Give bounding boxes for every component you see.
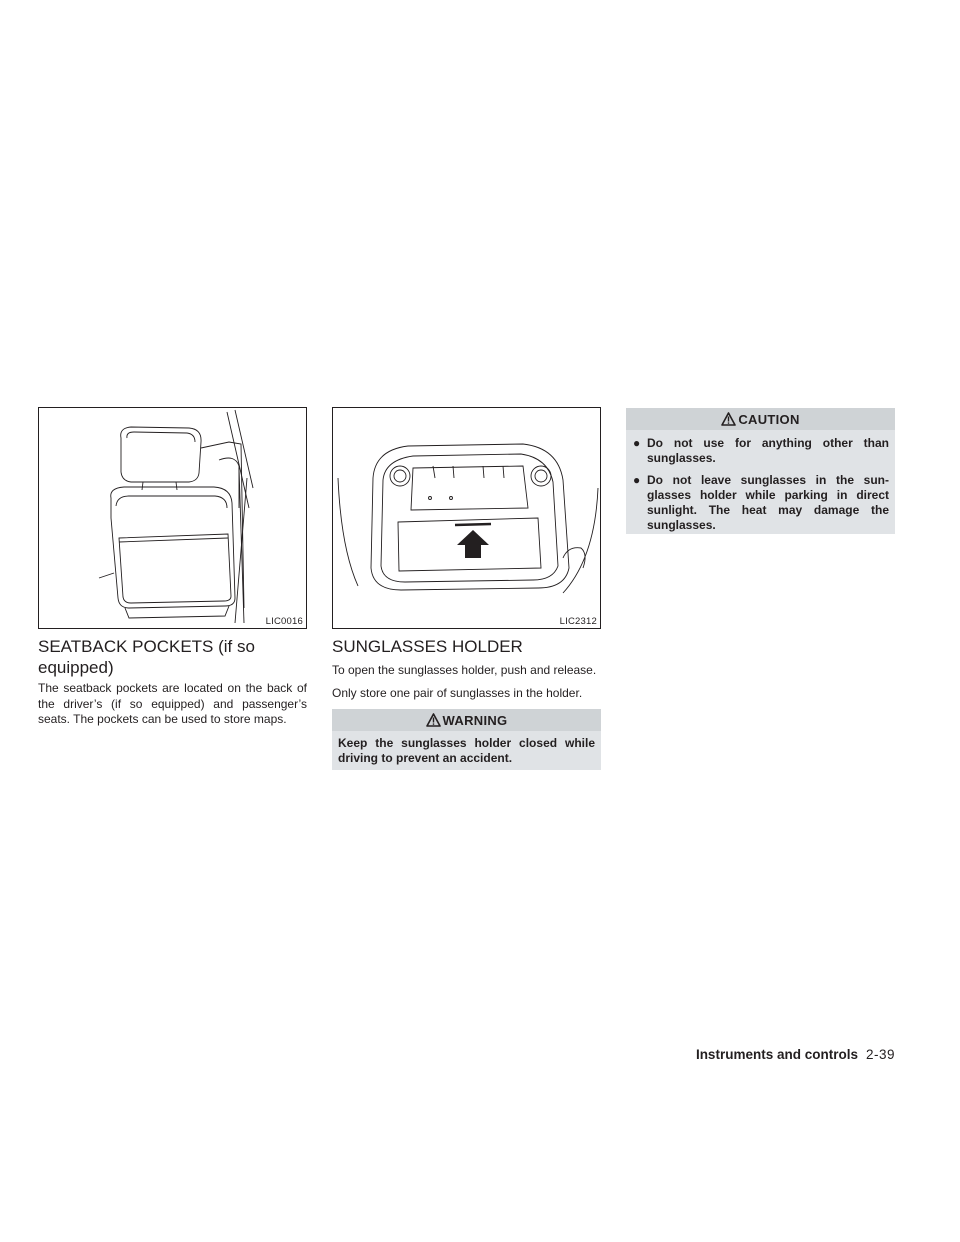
bullet-icon: ●: [633, 436, 641, 450]
sunglasses-holder-heading: SUNGLASSES HOLDER: [332, 637, 523, 656]
seatback-pockets-body: The seatback pockets are located on the back of the driver’s (if so equipped) and passenger’s seats. The pockets can be used to store maps.: [38, 681, 307, 726]
bullet-icon: ●: [633, 473, 641, 487]
figure-code: LIC0016: [265, 616, 303, 627]
sunglasses-holder-illustration: [332, 407, 601, 629]
warning-header: [332, 709, 601, 731]
caution-item-text: Do not use for anything other than sunglasses.: [647, 436, 889, 465]
warning-triangle-icon: [426, 713, 441, 727]
caution-item: [631, 473, 889, 533]
seatback-drawing: [39, 408, 306, 628]
seatback-pockets-heading: SEATBACK POCKETS (if so equipped): [38, 637, 255, 677]
sunglasses-holder-drawing: [333, 408, 600, 628]
page-footer: [600, 1047, 895, 1062]
seatback-pocket-illustration: [38, 407, 307, 629]
caution-label: CAUTION: [738, 411, 800, 427]
push-arrow-icon: [457, 530, 489, 558]
warning-triangle-icon: [721, 412, 736, 426]
sunglasses-open-instruction: To open the sunglasses holder, push and release.: [332, 663, 597, 677]
warning-label: WARNING: [442, 712, 508, 728]
sunglasses-storage-note: Only store one pair of sunglasses in the holder.: [332, 686, 583, 700]
caution-item: [631, 436, 889, 466]
warning-text: Keep the sunglasses holder closed while driving to prevent an accident.: [332, 731, 601, 770]
page-number: 2-39: [865, 1047, 895, 1062]
caution-list: [626, 430, 895, 534]
caution-header: [626, 408, 895, 430]
section-title: Instruments and controls: [695, 1047, 858, 1062]
figure-code: LIC2312: [559, 616, 597, 627]
caution-item-text: Do not leave sunglasses in the sun-glasses holder while parking in direct sunlight. The heat may damage the sunglasses.: [647, 473, 889, 532]
